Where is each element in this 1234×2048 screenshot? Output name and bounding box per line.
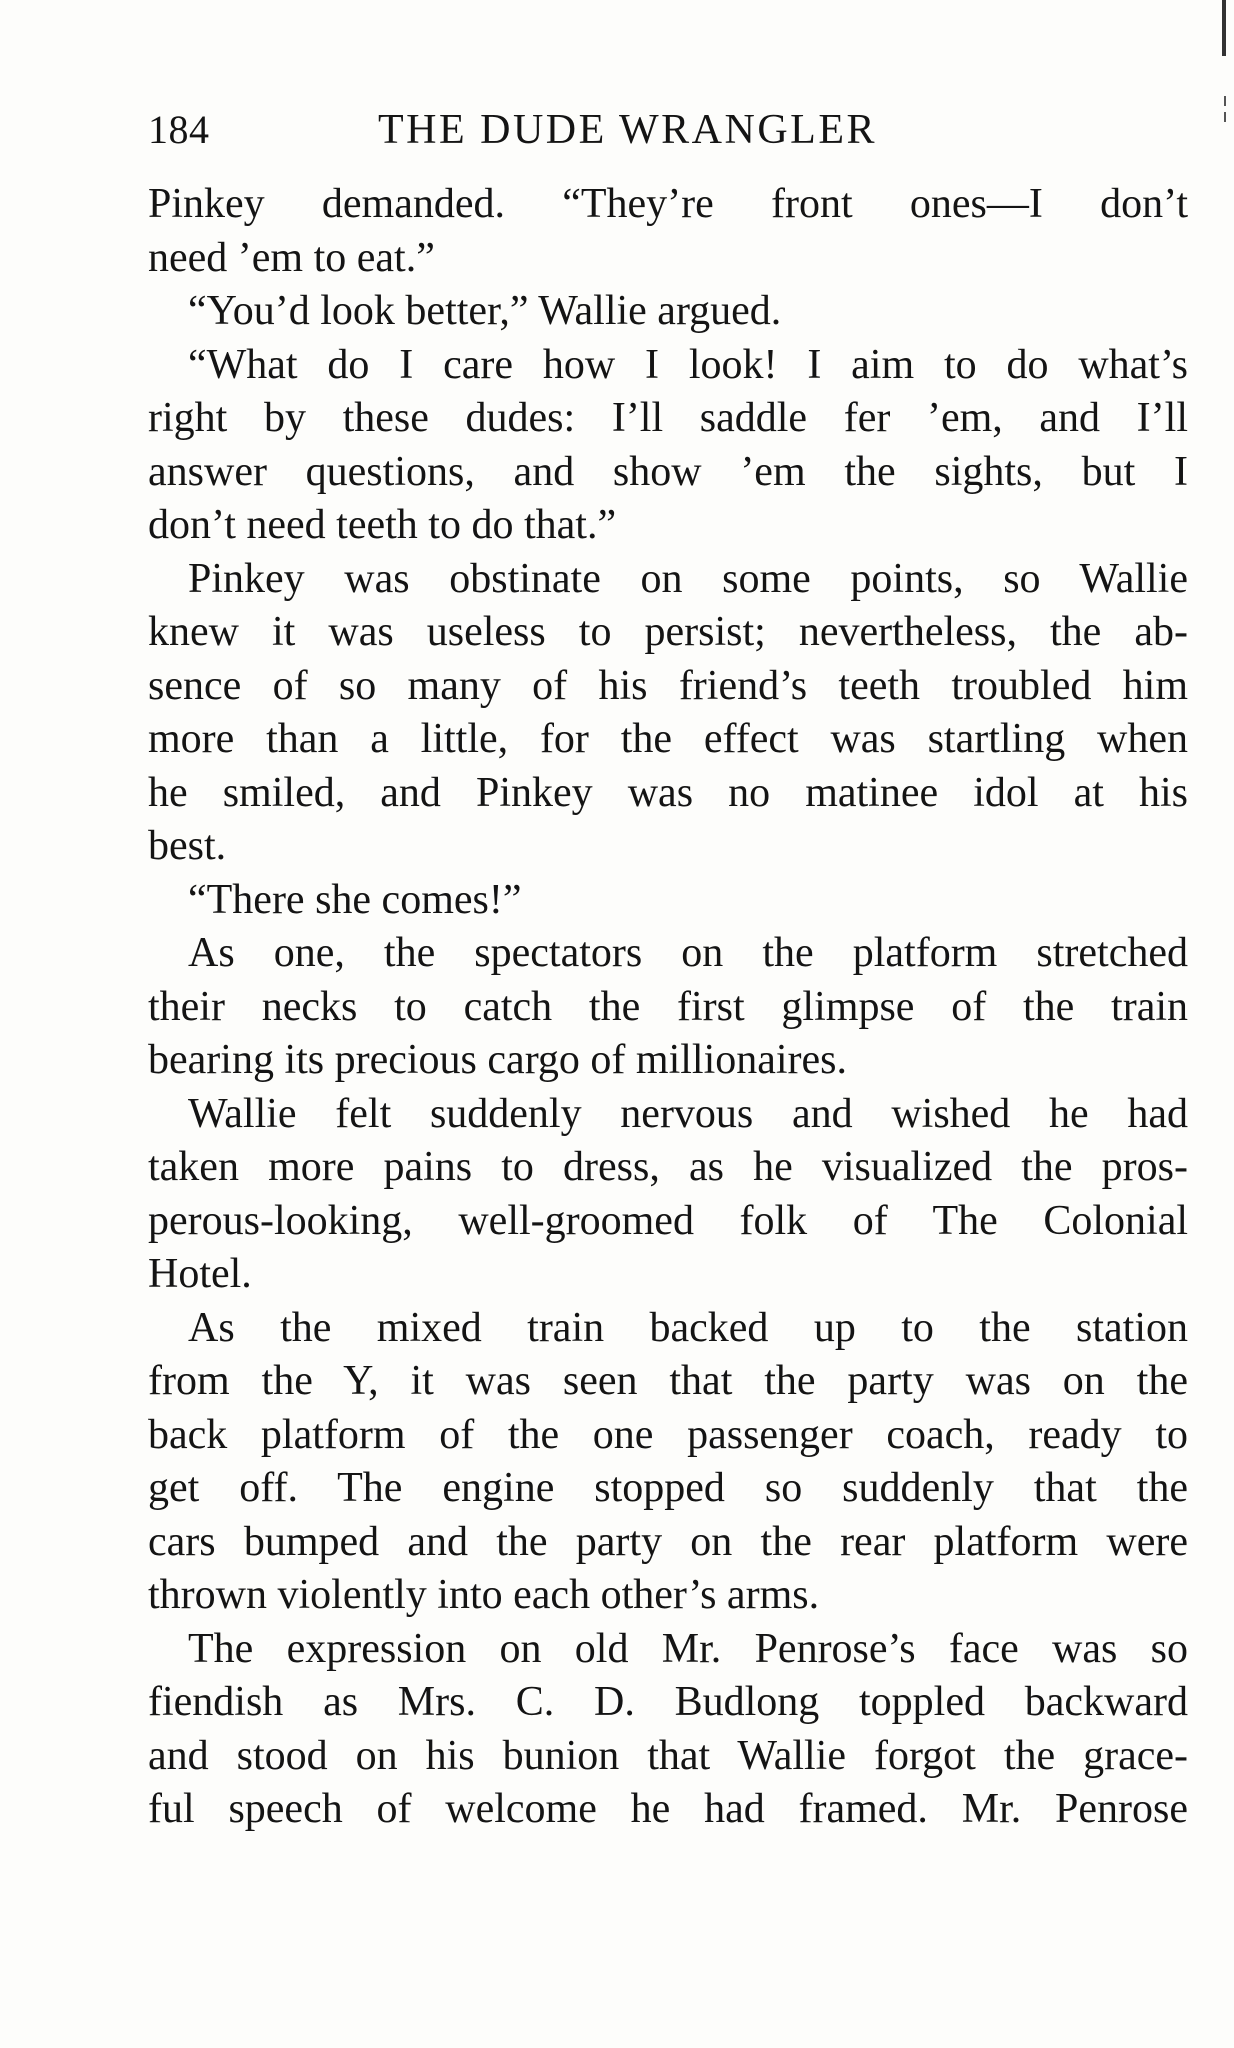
text-line: he smiled, and Pinkey was no matinee idol at his [148,769,1188,816]
text-line: Hotel. [148,1251,252,1297]
text-line: best. [148,823,227,869]
page-edge-mark [1222,0,1226,56]
text-line: cars bumped and the party on the rear platform were [148,1518,1188,1565]
page-edge-tick [1224,96,1226,106]
text-line: answer questions, and show ’em the sights, but I [148,448,1188,495]
text-line: As the mixed train backed up to the station [188,1304,1188,1351]
text-line: knew it was useless to persist; nevertheless, the ab- [148,609,1188,655]
body-text [148,178,1188,1837]
text-line: and stood on his bunion that Wallie forgot the grace- [148,1732,1188,1779]
text-line: right by these dudes: I’ll saddle fer ’em, and I’ll [148,395,1188,441]
page-edge-tick [1224,112,1226,122]
book-title: THE DUDE WRANGLER [378,107,878,153]
text-line: get off. The engine stopped so suddenly that the [148,1465,1188,1511]
text-line: “What do I care how I look! I aim to do what’s [188,341,1188,388]
text-line: “You’d look better,” Wallie argued. [188,288,782,334]
text-line: taken more pains to dress, as he visualized the pros- [148,1144,1188,1190]
text-line: Pinkey demanded. “They’re front ones—I don’t [148,181,1188,227]
text-line: sence of so many of his friend’s teeth troubled him [148,662,1188,709]
text-line: more than a little, for the effect was startling when [148,716,1188,762]
text-line: The expression on old Mr. Penrose’s face was so [188,1625,1188,1672]
text-line: thrown violently into each other’s arms. [148,1572,820,1618]
text-line: don’t need teeth to do that.” [148,502,617,548]
text-line: ful speech of welcome he had framed. Mr. Penrose [148,1786,1188,1832]
text-line: “There she comes!” [188,876,522,923]
running-head [148,100,1096,160]
text-line: back platform of the one passenger coach, ready to [148,1411,1188,1458]
text-line: need ’em to eat.” [148,234,435,281]
text-line: bearing its precious cargo of millionaires. [148,1037,848,1083]
page-number: 184 [148,107,210,152]
text-line: their necks to catch the first glimpse of the train [148,983,1188,1030]
text-line: fiendish as Mrs. C. D. Budlong toppled backward [148,1679,1188,1725]
text-line: Wallie felt suddenly nervous and wished he had [188,1090,1188,1137]
text-line: Pinkey was obstinate on some points, so Wallie [188,555,1188,602]
text-line: As one, the spectators on the platform stretched [188,930,1188,976]
text-line: from the Y, it was seen that the party was on the [148,1358,1188,1404]
text-line: perous-looking, well-groomed folk of The Colonial [148,1197,1188,1244]
